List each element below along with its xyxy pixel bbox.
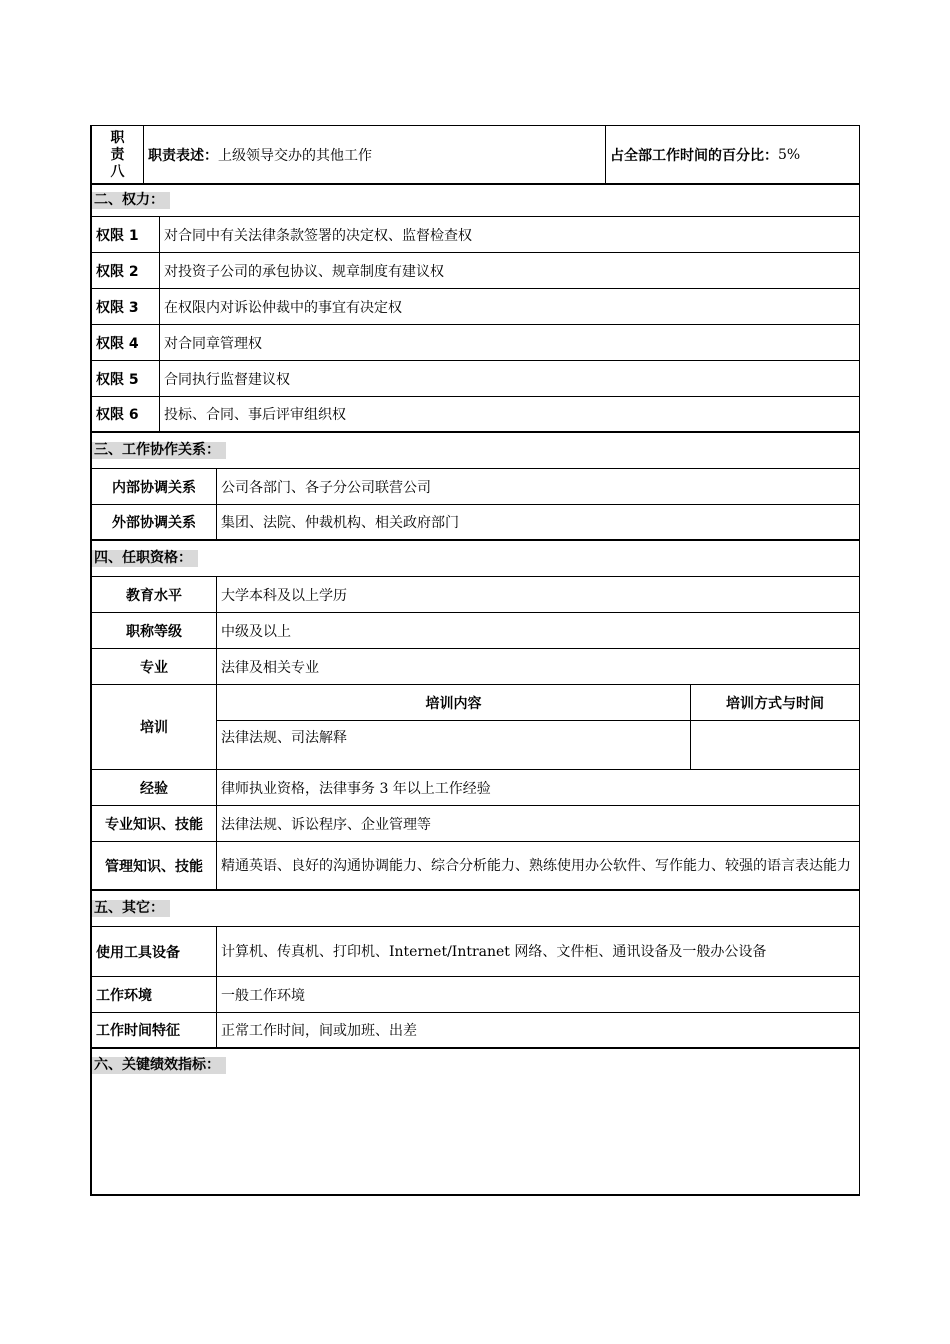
major-label: 专业 (140, 659, 168, 676)
duty-desc-text: 上级领导交办的其他工作 (218, 147, 372, 164)
power-label: 权限 2 (96, 263, 139, 280)
training-body-row (217, 721, 859, 769)
power-row (90, 253, 860, 289)
power-row (90, 325, 860, 361)
power-row (90, 361, 860, 397)
power-row (90, 397, 860, 433)
training-content-header: 培训内容 (425, 695, 482, 712)
pro-skills-row (90, 806, 860, 842)
powers-section-header (90, 185, 860, 217)
power-label: 权限 4 (96, 335, 139, 352)
schedule-text: 正常工作时间，间或加班、出差 (216, 1013, 859, 1047)
job-description-document (90, 125, 860, 1196)
schedule-row (90, 1013, 860, 1049)
power-row (90, 217, 860, 253)
power-text: 投标、合同、事后评审组织权 (159, 397, 859, 431)
environment-row (90, 977, 860, 1013)
mgmt-skills-row (90, 842, 860, 891)
power-text: 对合同章管理权 (159, 325, 859, 360)
internal-relations-row (90, 469, 860, 505)
major-row (90, 649, 860, 685)
external-relations-text: 集团、法院、仲裁机构、相关政府部门 (216, 505, 859, 539)
tools-row (90, 927, 860, 977)
qualifications-section-header (90, 541, 860, 577)
section-title: 六、关键绩效指标： (92, 1057, 226, 1074)
environment-label: 工作环境 (96, 987, 152, 1004)
training-table (216, 685, 859, 769)
experience-text: 律师执业资格，法律事务 3 年以上工作经验 (216, 770, 859, 805)
environment-text: 一般工作环境 (216, 977, 859, 1012)
duty-8-label-char: 责 (110, 147, 125, 163)
training-header-row (217, 685, 859, 721)
external-relations-label: 外部协调关系 (112, 515, 196, 531)
power-label: 权限 5 (96, 371, 139, 388)
title-grade-row (90, 613, 860, 649)
section-title: 四、任职资格： (92, 550, 198, 567)
mgmt-skills-label: 管理知识、技能 (105, 858, 203, 875)
pro-skills-label: 专业知识、技能 (105, 816, 203, 833)
title-grade-text: 中级及以上 (216, 613, 859, 648)
training-method (690, 721, 859, 769)
power-text: 对投资子公司的承包协议、规章制度有建议权 (159, 253, 859, 288)
duty-8-row (90, 125, 860, 185)
duty-8-label (92, 126, 143, 183)
internal-relations-label: 内部协调关系 (112, 479, 196, 496)
duty-8-label-char: 职 (110, 130, 125, 146)
major-text: 法律及相关专业 (216, 649, 859, 684)
pro-skills-text: 法律法规、诉讼程序、企业管理等 (216, 806, 859, 841)
experience-label: 经验 (140, 780, 168, 797)
experience-row (90, 770, 860, 806)
internal-relations-text: 公司各部门、各子分公司联营公司 (216, 469, 859, 504)
pct-value: 5% (778, 146, 801, 163)
tools-text: 计算机、传真机、打印机、Internet/Intranet 网络、文件柜、通讯设备及一般办公设备 (216, 927, 859, 976)
tools-label: 使用工具设备 (96, 944, 180, 961)
section-title: 五、其它： (92, 900, 170, 917)
training-method-header: 培训方式与时间 (690, 685, 859, 720)
power-text: 在权限内对诉讼仲裁中的事宜有决定权 (159, 289, 859, 324)
mgmt-skills-text: 精通英语、良好的沟通协调能力、综合分析能力、熟练使用办公软件、写作能力、较强的语言表达能力 (216, 842, 859, 889)
training-row (90, 685, 860, 770)
other-section-header (90, 891, 860, 927)
power-text: 合同执行监督建议权 (159, 361, 859, 396)
power-label: 权限 3 (96, 299, 139, 316)
section-title: 三、工作协作关系： (92, 442, 226, 459)
kpi-section (90, 1049, 860, 1196)
duty-8-percentage (605, 126, 859, 183)
training-content: 法律法规、司法解释 (221, 730, 347, 746)
schedule-label: 工作时间特征 (96, 1023, 180, 1039)
duty-desc-label: 职责表述： (148, 147, 218, 164)
power-label: 权限 6 (96, 407, 139, 423)
power-label: 权限 1 (96, 227, 139, 244)
education-label: 教育水平 (126, 587, 182, 604)
power-row (90, 289, 860, 325)
pct-label: 占全部工作时间的百分比： (610, 147, 778, 164)
power-text: 对合同中有关法律条款签署的决定权、监督检查权 (159, 217, 859, 252)
title-grade-label: 职称等级 (126, 623, 182, 640)
training-label: 培训 (140, 720, 168, 736)
relations-section-header (90, 433, 860, 469)
education-text: 大学本科及以上学历 (216, 577, 859, 612)
external-relations-row (90, 505, 860, 541)
duty-8-label-char: 八 (110, 164, 125, 180)
education-row (90, 577, 860, 613)
section-title: 二、权力： (92, 192, 170, 209)
duty-8-description (143, 126, 605, 183)
